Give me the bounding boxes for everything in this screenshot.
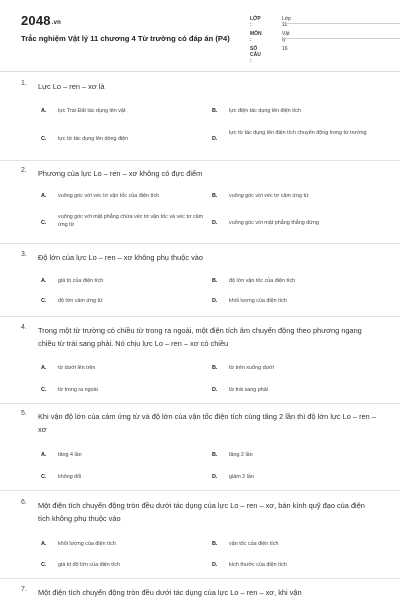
option-letter: A. bbox=[41, 278, 47, 284]
option-letter: D. bbox=[212, 220, 218, 226]
option-letter: D. bbox=[212, 136, 218, 142]
option-text: tăng 2 lần bbox=[229, 452, 253, 458]
meta-subject-value: Vật lý bbox=[282, 31, 290, 43]
option-letter: B. bbox=[212, 108, 218, 114]
option-text: kích thước của điện tích bbox=[229, 562, 287, 568]
option-text: vuông góc với mặt phẳng thẳng đứng bbox=[229, 220, 319, 226]
option-letter: C. bbox=[41, 298, 47, 304]
question-number: 6. bbox=[21, 499, 27, 506]
meta-class-underline bbox=[282, 23, 400, 24]
option-letter: D. bbox=[212, 562, 218, 568]
option-text: lực từ tác dụng lên dòng điện bbox=[58, 136, 129, 142]
option-letter: D. bbox=[212, 298, 218, 304]
option-text: vận tốc của điện tích bbox=[229, 541, 279, 547]
option-letter: A. bbox=[41, 541, 47, 547]
option-text: từ trên xuống dưới bbox=[229, 365, 274, 371]
quiz-title: Trắc nghiệm Vật lý 11 chương 4 Từ trường có đáp án (P4) bbox=[21, 34, 230, 43]
option-letter: B. bbox=[212, 452, 218, 458]
question-divider bbox=[0, 578, 400, 579]
question-divider bbox=[0, 403, 400, 404]
option-text: lực điện tác dụng lên điện tích bbox=[229, 108, 301, 114]
question-text: Khi vận độ lớn của cảm ứng từ và độ lớn của vận tốc điện tích cùng tăng 2 lần thì độ lớn lực Lo – ren – xơ bbox=[38, 412, 376, 434]
question-number: 4. bbox=[21, 324, 27, 331]
option-text: độ lớn vận tốc của điện tích bbox=[229, 278, 296, 284]
option-letter: C. bbox=[41, 387, 47, 393]
option-text: vuông góc với mặt phẳng chứa véc tơ vận tốc và véc tơ cảm ứng từ bbox=[58, 214, 204, 228]
option-letter: C. bbox=[41, 136, 47, 142]
question-text: Lực Lo – ren – xơ là bbox=[38, 82, 105, 91]
question-divider bbox=[0, 160, 400, 161]
question-number: 2. bbox=[21, 167, 27, 174]
meta-subject-label: MÔN : bbox=[250, 31, 262, 43]
option-letter: A. bbox=[41, 108, 47, 114]
option-text: độ lớn cảm ứng từ bbox=[58, 298, 103, 304]
question-number: 3. bbox=[21, 251, 27, 258]
question-divider bbox=[0, 316, 400, 317]
logo-main: 2048 bbox=[21, 13, 51, 28]
question-divider bbox=[0, 490, 400, 491]
option-text: giảm 2 lần bbox=[229, 474, 254, 480]
option-text: lực Trái Đất tác dụng lên vật bbox=[58, 108, 126, 114]
question-number: 5. bbox=[21, 410, 27, 417]
option-letter: C. bbox=[41, 220, 47, 226]
question-text: Trong một từ trường có chiều từ trong ra ngoài, một điện tích âm chuyển động theo phương ngang chiều từ trái sang phải. Nó chịu lực Lo – ren – xơ có chiều bbox=[38, 326, 362, 348]
page-header bbox=[0, 0, 400, 72]
option-letter: B. bbox=[212, 541, 218, 547]
option-text: vuông góc với véc tơ vận tốc của điện tích bbox=[58, 193, 160, 199]
option-text: giá trị của điện tích bbox=[58, 278, 104, 284]
question-text: Phương của lực Lo – ren – xơ không có đực điểm bbox=[38, 169, 203, 178]
option-text: lực từ tác dụng lên điện tích chuyển động trong từ trường bbox=[229, 130, 367, 136]
option-letter: C. bbox=[41, 562, 47, 568]
header-divider bbox=[0, 71, 400, 72]
option-text: khối lượng của điện tích bbox=[58, 541, 116, 547]
option-letter: A. bbox=[41, 193, 47, 199]
meta-count-label: SỐ CÂU : bbox=[250, 46, 261, 64]
question-text: Độ lớn của lực Lo – ren – xơ không phụ thuộc vào bbox=[38, 253, 204, 262]
meta-class-value: Lớp 11 bbox=[282, 16, 291, 28]
question-divider bbox=[0, 243, 400, 244]
option-text: không đổi bbox=[58, 474, 82, 480]
meta-count-value: 16 bbox=[282, 46, 288, 52]
meta-class-label: LỚP : bbox=[250, 16, 261, 28]
option-text: từ trái sang phải bbox=[229, 387, 268, 393]
question-text: Một điện tích chuyển động tròn đều dưới tác dụng của lực Lo – ren – xơ, khi vận bbox=[38, 588, 302, 597]
option-letter: B. bbox=[212, 278, 218, 284]
option-letter: C. bbox=[41, 474, 47, 480]
site-logo[interactable] bbox=[21, 13, 61, 28]
option-text: khối lượng của điện tích bbox=[229, 298, 287, 304]
option-letter: A. bbox=[41, 365, 47, 371]
option-text: từ trong ra ngoài bbox=[58, 387, 98, 393]
option-text: từ dưới lên trên bbox=[58, 365, 96, 371]
meta-subject-underline bbox=[282, 38, 400, 39]
option-letter: A. bbox=[41, 452, 47, 458]
option-letter: D. bbox=[212, 387, 218, 393]
question-number: 7. bbox=[21, 586, 27, 593]
option-letter: D. bbox=[212, 474, 218, 480]
option-letter: B. bbox=[212, 193, 218, 199]
question-number: 1. bbox=[21, 80, 27, 87]
option-text: giá trị độ lớn của điện tích bbox=[58, 562, 120, 568]
question-text: Một điện tích chuyển động tròn đều dưới tác dụng của lực Lo – ren – xơ, bán kính quỹ đạo của điện tích không phụ thuộc vào bbox=[38, 501, 365, 523]
option-text: vuông góc với véc tơ cảm ứng từ bbox=[229, 193, 309, 199]
logo-sub: .vn bbox=[51, 20, 62, 26]
option-text: tăng 4 lần bbox=[58, 452, 82, 458]
option-letter: B. bbox=[212, 365, 218, 371]
